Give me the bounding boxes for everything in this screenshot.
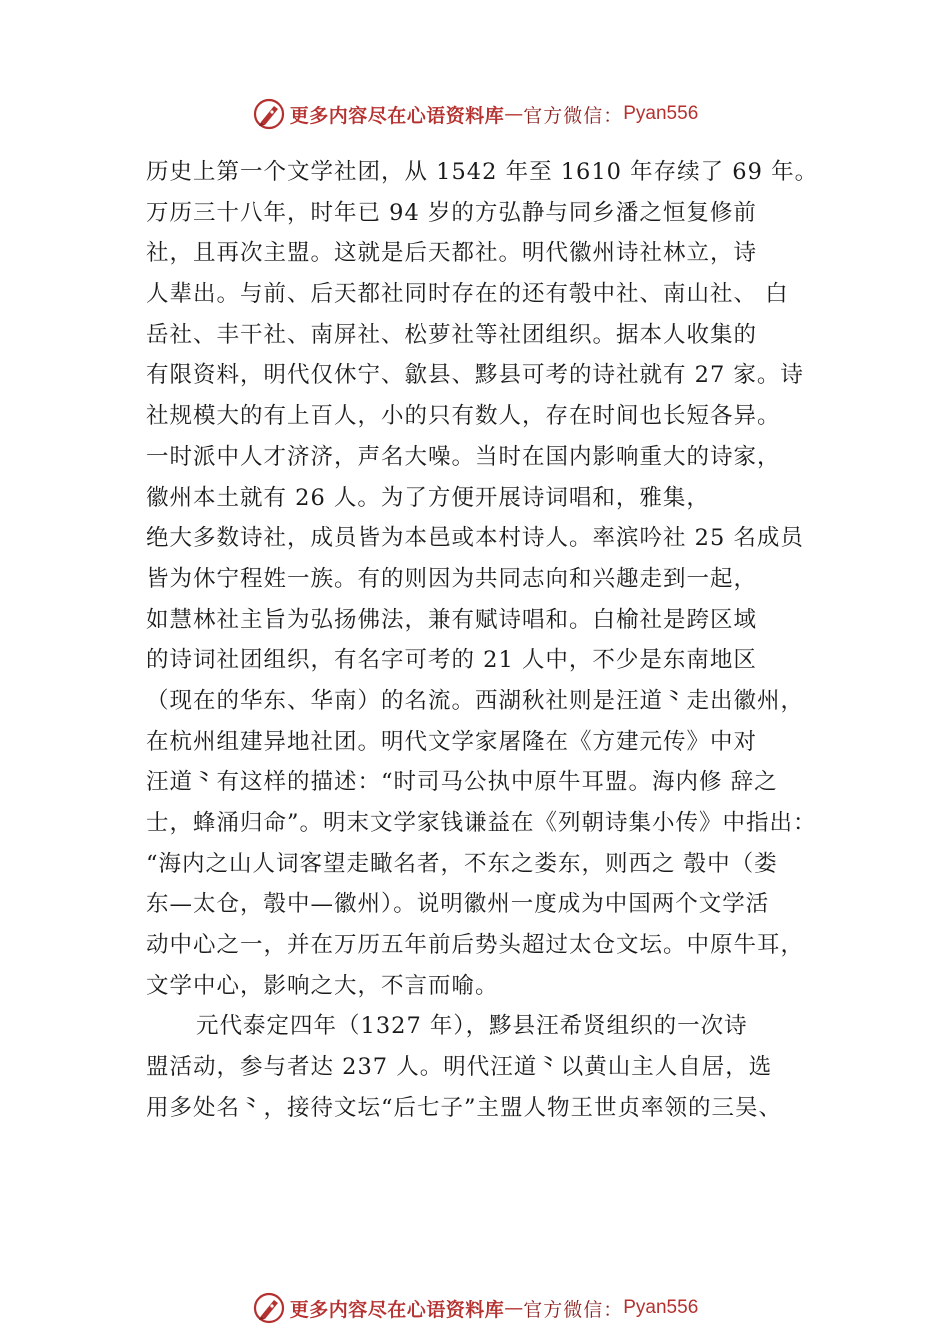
text-line: 历史上第一个文学社团，从 1542 年至 1610 年存续了 69 年。 xyxy=(146,159,819,185)
header-title: 更多内容尽在心语资料库 xyxy=(289,104,505,127)
text-line: 东—太仓，彀中—徽州）。说明徽州一度成为中国两个文学活 xyxy=(146,891,770,918)
footer-banner xyxy=(0,1288,950,1328)
text-line: 用多处名⺀，接待文坛“后七子”主盟人物王世贞率领的三吴、 xyxy=(146,1094,783,1121)
text-line: 在杭州组建异地社团。明代文学家屠隆在《方建元传》中对 xyxy=(146,728,758,755)
text-line: 徽州本土就有 26 人。为了方便开展诗词唱和，雅集， xyxy=(146,484,710,511)
footer-separator: — xyxy=(504,1297,524,1319)
header-label: 官方微信： xyxy=(523,104,624,127)
text-line: 社规模大的有上百人，小的只有数人，存在时间也长短各异。 xyxy=(146,403,781,430)
text-line: （现在的华东、华南）的名流。西湖秋社则是汪道⺀走出徽州， xyxy=(146,687,805,714)
header-banner xyxy=(0,94,950,134)
text-line: 动中心之一，并在万历五年前后势头超过太仓文坛。中原牛耳， xyxy=(146,932,805,959)
text-line: 岳社、丰干社、南屏社、松萝社等社团组织。据本人收集的 xyxy=(146,321,758,348)
text-line: 一时派中人才济济，声名大噪。当时在国内影响重大的诗家， xyxy=(146,443,781,470)
text-line: 的诗词社团组织，有名字可考的 21 人中，不少是东南地区 xyxy=(146,647,757,674)
text-line: 元代泰定四年（1327 年），黟县汪希贤组织的一次诗 xyxy=(196,1013,748,1040)
text-line: 如慧林社主旨为弘扬佛法，兼有赋诗唱和。白榆社是跨区域 xyxy=(146,606,758,633)
document-body xyxy=(146,152,856,1129)
text-line: 绝大多数诗社，成员皆为本邑或本村诗人。率滨吟社 25 名成员 xyxy=(146,525,804,552)
header-wechat-id: Pyan556 xyxy=(623,103,699,124)
text-line: 社，且再次主盟。这就是后天都社。明代徽州诗社林立，诗 xyxy=(146,240,758,267)
footer-label: 官方微信： xyxy=(523,1298,624,1321)
text-line: “海内之山人词客望走瞰名者，不东之娄东，则西之 彀中（娄 xyxy=(146,850,778,877)
footer-title: 更多内容尽在心语资料库 xyxy=(289,1298,505,1321)
text-line: 士，蜂涌归命”。明末文学家钱谦益在《列朝诗集小传》中指出： xyxy=(146,810,817,836)
text-line: 文学中心，影响之大，不言而喻。 xyxy=(146,972,499,999)
header-separator: — xyxy=(504,103,524,125)
text-line: 汪道⺀有这样的描述：“时司马公执中原牛耳盟。海内修 辞之 xyxy=(146,769,778,796)
text-line: 有限资料，明代仅休宁、歙县、黟县可考的诗社就有 27 家。诗 xyxy=(146,362,804,389)
footer-wechat-id: Pyan556 xyxy=(623,1297,699,1318)
text-line: 万历三十八年，时年已 94 岁的方弘静与同乡潘之恒复修前 xyxy=(146,199,757,226)
pen-nib-logo-icon xyxy=(252,97,286,131)
pen-nib-logo-icon xyxy=(252,1291,286,1325)
text-line: 皆为休宁程姓一族。有的则因为共同志向和兴趣走到一起， xyxy=(146,565,758,592)
text-line: 盟活动，参与者达 237 人。明代汪道⺀以黄山主人自居，选 xyxy=(146,1054,773,1081)
text-line: 人辈出。与前、后天都社同时存在的还有彀中社、南山社、 白 xyxy=(146,281,789,308)
